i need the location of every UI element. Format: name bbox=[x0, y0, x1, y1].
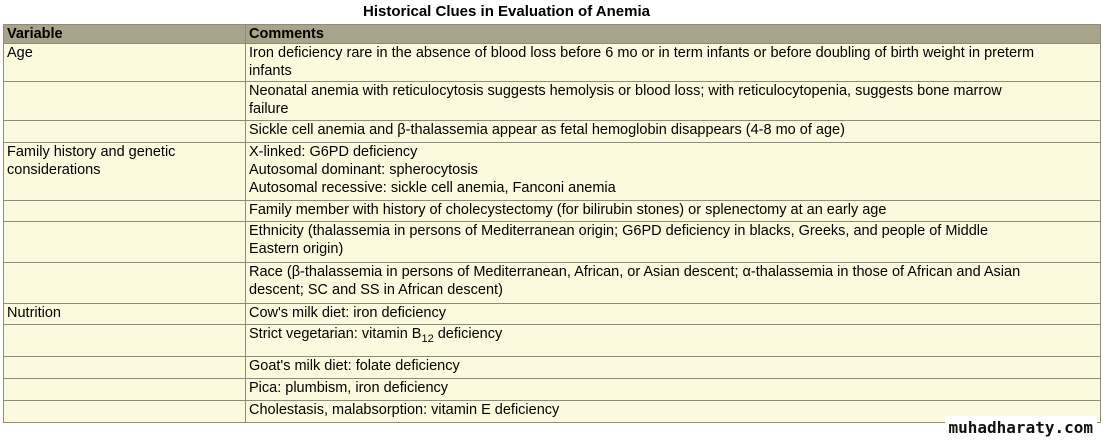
comment-cell bbox=[246, 357, 1101, 379]
table-row bbox=[4, 143, 1101, 201]
variable-cell bbox=[4, 401, 246, 423]
table-row bbox=[4, 357, 1101, 379]
variable-cell: Age bbox=[4, 44, 246, 82]
comment-line: Neonatal anemia with reticulocytosis suggests hemolysis or blood loss; with reticulocytopenia, suggests bone marrow bbox=[249, 83, 1002, 99]
comment-line: Iron deficiency rare in the absence of blood loss before 6 mo or in term infants or before doubling of birth weight in preterm bbox=[249, 45, 1035, 61]
comment-line: failure bbox=[249, 101, 289, 117]
variable-cell bbox=[4, 222, 246, 263]
comment-line bbox=[249, 325, 1097, 348]
watermark-logo: muhadharaty.com bbox=[945, 416, 1098, 439]
variable-cell bbox=[4, 325, 246, 357]
comment-line: Race (β-thalassemia in persons of Mediterranean, African, or Asian descent; α-thalassemia in those of African and Asian bbox=[249, 264, 1021, 280]
table-row bbox=[4, 325, 1101, 357]
table-row bbox=[4, 222, 1101, 263]
variable-cell bbox=[4, 379, 246, 401]
comment-line: Cholestasis, malabsorption: vitamin E deficiency bbox=[249, 402, 560, 418]
variable-cell: Family history and genetic considerations bbox=[4, 143, 246, 201]
comment-cell bbox=[246, 82, 1101, 121]
comment-cell bbox=[246, 304, 1101, 325]
comment-cell bbox=[246, 263, 1101, 304]
variable-cell bbox=[4, 201, 246, 222]
header-variable: Variable bbox=[4, 25, 246, 44]
comment-line: Sickle cell anemia and β-thalassemia appear as fetal hemoglobin disappears (4-8 mo of age) bbox=[249, 122, 845, 138]
comment-line: Autosomal recessive: sickle cell anemia, Fanconi anemia bbox=[249, 180, 616, 196]
comment-line: Cow's milk diet: iron deficiency bbox=[249, 305, 446, 321]
variable-cell bbox=[4, 121, 246, 143]
variable-cell: Nutrition bbox=[4, 304, 246, 325]
variable-cell bbox=[4, 263, 246, 304]
comment-cell bbox=[246, 379, 1101, 401]
comment-cell bbox=[246, 121, 1101, 143]
variable-cell bbox=[4, 357, 246, 379]
table-row bbox=[4, 401, 1101, 423]
comment-cell bbox=[246, 325, 1101, 357]
comment-text: Strict vegetarian: vitamin B bbox=[249, 326, 422, 342]
header-comments: Comments bbox=[246, 25, 1101, 44]
comment-line: infants bbox=[249, 63, 292, 79]
table-row bbox=[4, 201, 1101, 222]
table-row bbox=[4, 379, 1101, 401]
comment-cell bbox=[246, 44, 1101, 82]
comment-line: Eastern origin) bbox=[249, 241, 344, 257]
comment-cell bbox=[246, 222, 1101, 263]
table-row bbox=[4, 82, 1101, 121]
comment-text: deficiency bbox=[433, 326, 503, 342]
table-row bbox=[4, 263, 1101, 304]
comment-cell bbox=[246, 143, 1101, 201]
table-header-row bbox=[4, 25, 1101, 44]
subscript: 12 bbox=[421, 333, 434, 345]
anemia-clues-table bbox=[3, 24, 1101, 423]
comment-line: X-linked: G6PD deficiency bbox=[249, 144, 418, 160]
table-title: Historical Clues in Evaluation of Anemia bbox=[362, 3, 650, 20]
table-row bbox=[4, 304, 1101, 325]
comment-cell bbox=[246, 201, 1101, 222]
comment-line: Family member with history of cholecystectomy (for bilirubin stones) or splenectomy at an early age bbox=[249, 202, 887, 218]
comment-line: descent; SC and SS in African descent) bbox=[249, 282, 503, 298]
table-row bbox=[4, 121, 1101, 143]
variable-cell bbox=[4, 82, 246, 121]
comment-line: Ethnicity (thalassemia in persons of Mediterranean origin; G6PD deficiency in blacks, Greeks, and people of Middle bbox=[249, 223, 989, 239]
comment-line: Goat's milk diet: folate deficiency bbox=[249, 358, 460, 374]
comment-line: Autosomal dominant: spherocytosis bbox=[249, 162, 478, 178]
table-row bbox=[4, 44, 1101, 82]
comment-line: Pica: plumbism, iron deficiency bbox=[249, 380, 449, 396]
